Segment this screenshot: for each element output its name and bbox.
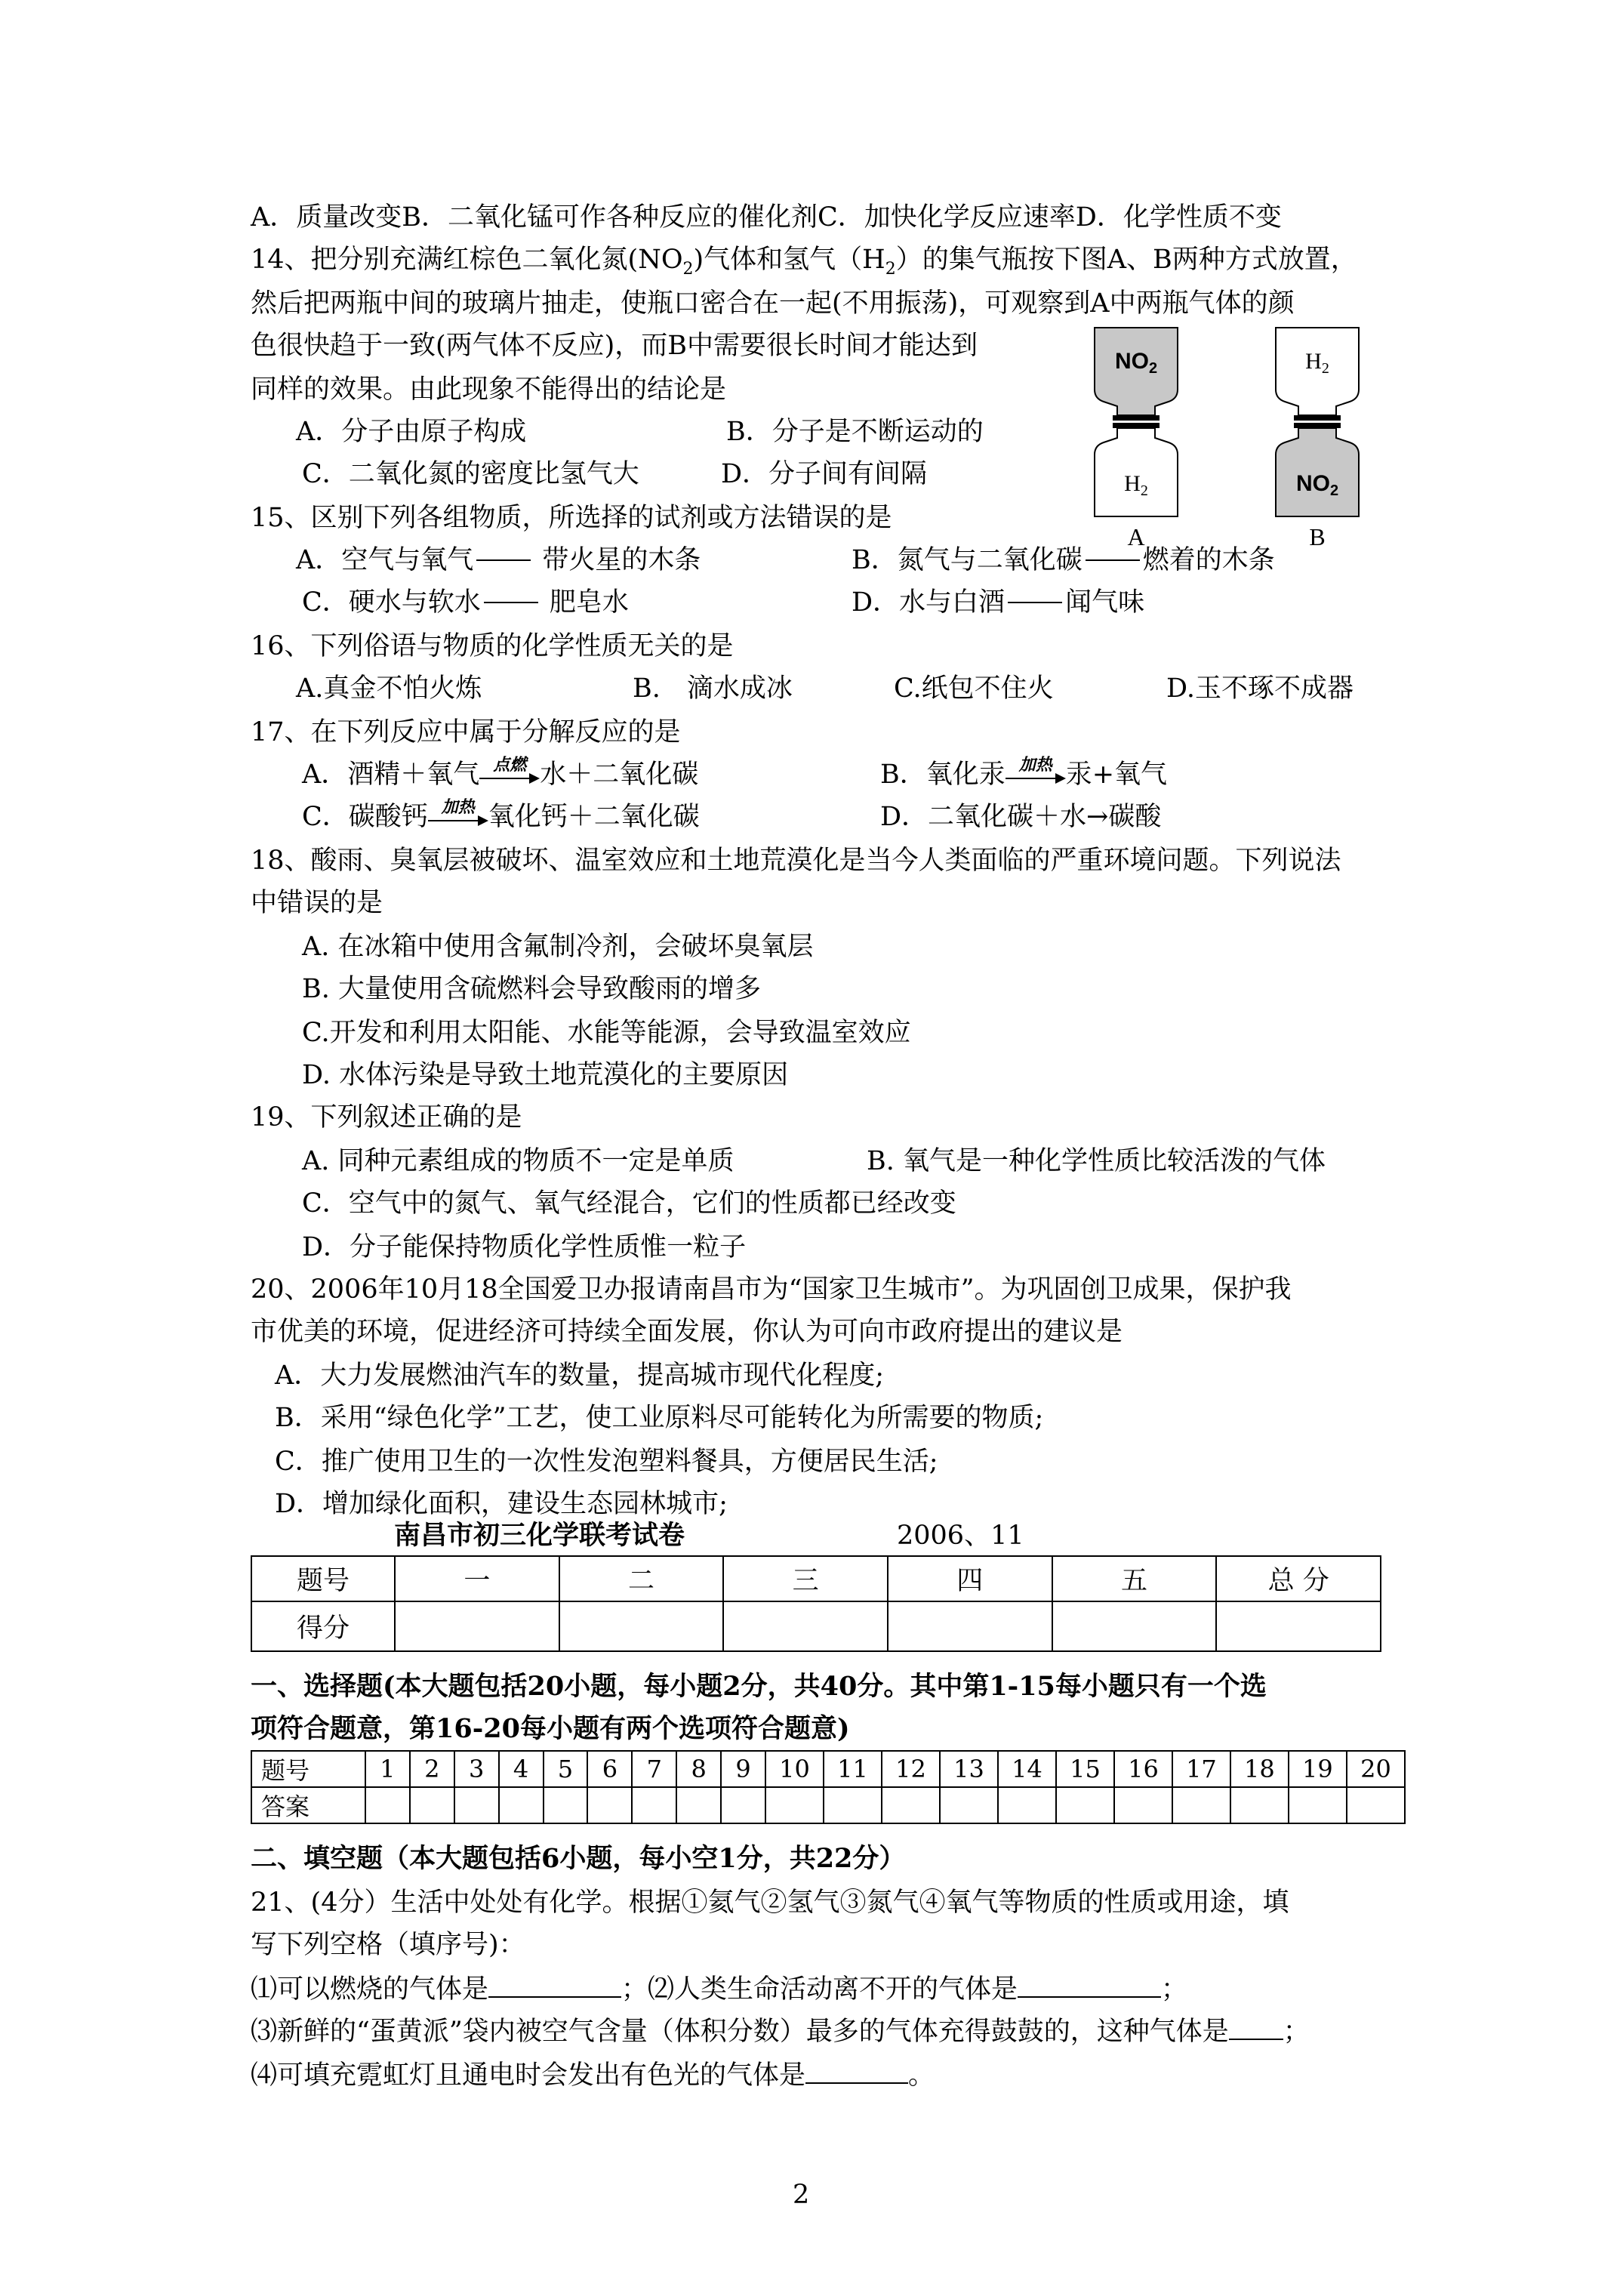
q19-option-a: A. 同种元素组成的物质不一定是单质 <box>302 1146 735 1176</box>
answer-cell[interactable] <box>1289 1787 1347 1823</box>
score-table-header: 二 <box>559 1556 724 1601</box>
answer-number-cell: 6 <box>587 1751 632 1787</box>
q20-option-a: A．大力发展燃油汽车的数量，提高城市现代化程度; <box>275 1361 885 1391</box>
answer-cell[interactable] <box>882 1787 940 1823</box>
bottle-b-bottom <box>1276 423 1359 516</box>
score-table-header: 一 <box>395 1556 559 1601</box>
q19-option-d: D．分子能保持物质化学性质惟一粒子 <box>302 1232 747 1262</box>
answer-cell[interactable] <box>632 1787 676 1823</box>
q18-option-c: C.开发和利用太阳能、水能等能源，会导致温室效应 <box>302 1018 911 1048</box>
answer-number-cell: 15 <box>1056 1751 1114 1787</box>
q15-option-b: B．氮气与二氧化碳 燃着的木条 <box>852 545 1275 575</box>
bottle-b-top <box>1276 328 1359 421</box>
score-table-header: 四 <box>888 1556 1052 1601</box>
q17-option-d: D．二氧化碳＋水→碳酸 <box>880 802 1162 832</box>
section1-line1: 一、选择题(本大题包括20小题，每小题2分，共40分。其中第1-15每小题只有一个选 <box>251 1671 1267 1702</box>
q14-option-d: D．分子间有间隔 <box>721 459 928 489</box>
section1-line2: 项符合题意，第16-20每小题有两个选项符合题意) <box>251 1713 850 1744</box>
answer-cell[interactable] <box>544 1787 588 1823</box>
gas-bottle-figure <box>1079 317 1397 566</box>
score-cell[interactable] <box>723 1601 888 1651</box>
answer-cell[interactable] <box>940 1787 998 1823</box>
score-table-header: 三 <box>723 1556 888 1601</box>
answer-number-cell: 16 <box>1114 1751 1172 1787</box>
answer-number-cell: 3 <box>454 1751 499 1787</box>
answer-number-cell: 18 <box>1230 1751 1289 1787</box>
q14-option-c: C．二氧化氮的密度比氢气大 <box>302 459 639 489</box>
q16-option-c: C.纸包不住火 <box>894 673 1054 704</box>
answer-number-cell: 5 <box>544 1751 588 1787</box>
answer-number-cell: 12 <box>882 1751 940 1787</box>
answer-cell[interactable] <box>765 1787 824 1823</box>
score-cell[interactable] <box>559 1601 724 1651</box>
answer-cell[interactable] <box>1172 1787 1230 1823</box>
q18-line2: 中错误的是 <box>251 888 383 918</box>
q18-option-d: D. 水体污染是导致土地荒漠化的主要原因 <box>302 1060 789 1090</box>
score-table-row-label: 得分 <box>251 1601 395 1651</box>
answer-number-cell: 14 <box>998 1751 1056 1787</box>
answer-number-cell: 13 <box>940 1751 998 1787</box>
score-cell[interactable] <box>395 1601 559 1651</box>
answer-cell[interactable] <box>1347 1787 1405 1823</box>
answer-number-cell: 1 <box>365 1751 410 1787</box>
q16-option-a: A.真金不怕火炼 <box>296 673 482 704</box>
q16-option-b: B. 滴水成冰 <box>633 673 793 704</box>
answer-number-cell: 4 <box>499 1751 544 1787</box>
q21-line2: 写下列空格（填序号)： <box>251 1930 525 1960</box>
answer-cell[interactable] <box>1230 1787 1289 1823</box>
answer-cell[interactable] <box>410 1787 454 1823</box>
answer-table-row-label: 题号 <box>251 1751 365 1787</box>
score-cell[interactable] <box>1216 1601 1381 1651</box>
answer-number-cell: 10 <box>765 1751 824 1787</box>
q15-option-a: A．空气与氧气 带火星的木条 <box>296 545 701 575</box>
answer-cell[interactable] <box>721 1787 765 1823</box>
q20-option-b: B．采用“绿色化学”工艺，使工业原料尽可能转化为所需要的物质; <box>275 1403 1044 1433</box>
answer-cell[interactable] <box>1114 1787 1172 1823</box>
score-table <box>251 1555 1381 1652</box>
page-number: 2 <box>793 2180 810 2210</box>
score-table-header: 题号 <box>251 1556 395 1601</box>
heat-arrow-icon: 加热 <box>1006 758 1066 791</box>
q17-option-c: C．碳酸钙 加热 氧化钙＋二氧化碳 <box>302 797 700 832</box>
q16-stem: 16、下列俗语与物质的化学性质无关的是 <box>251 631 734 661</box>
q19-option-c: C．空气中的氮气、氧气经混合，它们的性质都已经改变 <box>302 1188 956 1219</box>
q19-option-b: B. 氧气是一种化学性质比较活泼的气体 <box>867 1146 1326 1176</box>
q15-stem: 15、区别下列各组物质，所选择的试剂或方法错误的是 <box>251 503 892 533</box>
bottle-a-bottom-label: $H_2$ <box>1124 471 1148 499</box>
score-cell[interactable] <box>1052 1601 1217 1651</box>
q15-option-c: C．硬水与软水 肥皂水 <box>302 587 629 618</box>
heat-arrow-icon: 加热 <box>428 800 488 834</box>
bottle-b-bottom-label: $NO_2$ <box>1295 471 1339 499</box>
q20-option-d: D．增加绿化面积，建设生态园林城市; <box>275 1489 728 1519</box>
ignite-arrow-icon: 点燃 <box>479 758 540 791</box>
exam-title: 南昌市初三化学联考试卷 <box>394 1520 685 1551</box>
answer-cell[interactable] <box>587 1787 632 1823</box>
q14-line2: 然后把两瓶中间的玻璃片抽走，使瓶口密合在一起(不用振荡)，可观察到A中两瓶气体的颜 <box>251 288 1295 319</box>
answer-cell[interactable] <box>365 1787 410 1823</box>
answer-cell[interactable] <box>1056 1787 1114 1823</box>
bottle-a-top-label: $NO_2$ <box>1114 349 1158 377</box>
q19-stem: 19、下列叙述正确的是 <box>251 1102 522 1133</box>
exam-date: 2006、11 <box>897 1521 1024 1551</box>
q18-line1: 18、酸雨、臭氧层被破坏、温室效应和土地荒漠化是当今人类面临的严重环境问题。下列说法 <box>251 846 1341 876</box>
answer-table-row-label: 答案 <box>251 1787 365 1823</box>
q21-line1: 21、(4分）生活中处处有化学。根据①氦气②氢气③氮气④氧气等物质的性质或用途，填 <box>251 1888 1289 1918</box>
answer-cell[interactable] <box>499 1787 544 1823</box>
answer-number-cell: 19 <box>1289 1751 1347 1787</box>
answer-number-cell: 2 <box>410 1751 454 1787</box>
answer-cell[interactable] <box>998 1787 1056 1823</box>
q14-option-b: B．分子是不断运动的 <box>726 417 984 447</box>
q13-options: A．质量改变B．二氧化锰可作各种反应的催化剂C．加快化学反应速率D．化学性质不变 <box>251 202 1282 233</box>
q20-line1: 20、2006年10月18全国爱卫办报请南昌市为“国家卫生城市”。为巩固创卫成果，保护我 <box>251 1274 1292 1305</box>
answer-blank[interactable] <box>805 2058 908 2084</box>
q14-line4: 同样的效果。由此现象不能得出的结论是 <box>251 374 727 405</box>
answer-number-cell: 9 <box>721 1751 765 1787</box>
q16-option-d: D.玉不琢不成器 <box>1166 673 1354 704</box>
score-table-header: 总 分 <box>1216 1556 1381 1601</box>
q14-option-a: A．分子由原子构成 <box>296 417 527 447</box>
q17-option-b: B．氧化汞 加热 汞+氧气 <box>880 755 1168 790</box>
answer-cell[interactable] <box>676 1787 721 1823</box>
q14-line1: 14、把分别充满红棕色二氧化氮$(NO_2)$气体和氢气$(H_2)$的集气瓶按下图A、B两种方式放置， <box>251 245 1357 279</box>
q18-option-a: A. 在冰箱中使用含氟制冷剂，会破坏臭氧层 <box>302 932 814 962</box>
answer-number-cell: 17 <box>1172 1751 1230 1787</box>
bottle-a-top <box>1095 328 1178 421</box>
q21-part4: ⑷可填充霓虹灯且通电时会发出有色光的气体是 。 <box>251 2058 935 2092</box>
answer-number-cell: 8 <box>676 1751 721 1787</box>
bottle-b-letter: B <box>1309 523 1326 550</box>
q21-part1-2: ⑴可以燃烧的气体是 ；⑵人类生命活动离不开的气体是 ； <box>251 1972 1187 2006</box>
section2-heading: 二、填空题（本大题包括6小题，每小空1分，共22分） <box>251 1843 906 1874</box>
q17-stem: 17、在下列反应中属于分解反应的是 <box>251 717 681 747</box>
score-table-header: 五 <box>1052 1556 1217 1601</box>
answer-table <box>251 1750 1406 1824</box>
answer-cell[interactable] <box>824 1787 882 1823</box>
answer-blank[interactable] <box>488 1972 621 1998</box>
answer-blank[interactable] <box>1229 2014 1283 2040</box>
q20-option-c: C．推广使用卫生的一次性发泡塑料餐具，方便居民生活; <box>275 1447 938 1477</box>
answer-cell[interactable] <box>454 1787 499 1823</box>
answer-number-cell: 20 <box>1347 1751 1405 1787</box>
q15-option-d: D．水与白酒 闻气味 <box>852 587 1145 618</box>
answer-blank[interactable] <box>1018 1972 1161 1998</box>
score-cell[interactable] <box>888 1601 1052 1651</box>
q17-option-a: A．酒精＋氧气 点燃 水＋二氧化碳 <box>302 755 699 790</box>
answer-number-cell: 11 <box>824 1751 882 1787</box>
bottle-a-bottom <box>1095 423 1178 516</box>
q14-line3: 色很快趋于一致(两气体不反应)，而B中需要很长时间才能达到 <box>251 331 978 361</box>
answer-number-cell: 7 <box>632 1751 676 1787</box>
q18-option-b: B. 大量使用含硫燃料会导致酸雨的增多 <box>302 974 761 1004</box>
bottle-b-top-label: $H_2$ <box>1305 349 1329 377</box>
q20-line2: 市优美的环境，促进经济可持续全面发展，你认为可向市政府提出的建议是 <box>251 1317 1123 1347</box>
bottle-a-letter: A <box>1127 523 1145 550</box>
q21-part3: ⑶新鲜的“蛋黄派”袋内被空气含量（体积分数）最多的气体充得鼓鼓的，这种气体是 ； <box>251 2014 1310 2048</box>
